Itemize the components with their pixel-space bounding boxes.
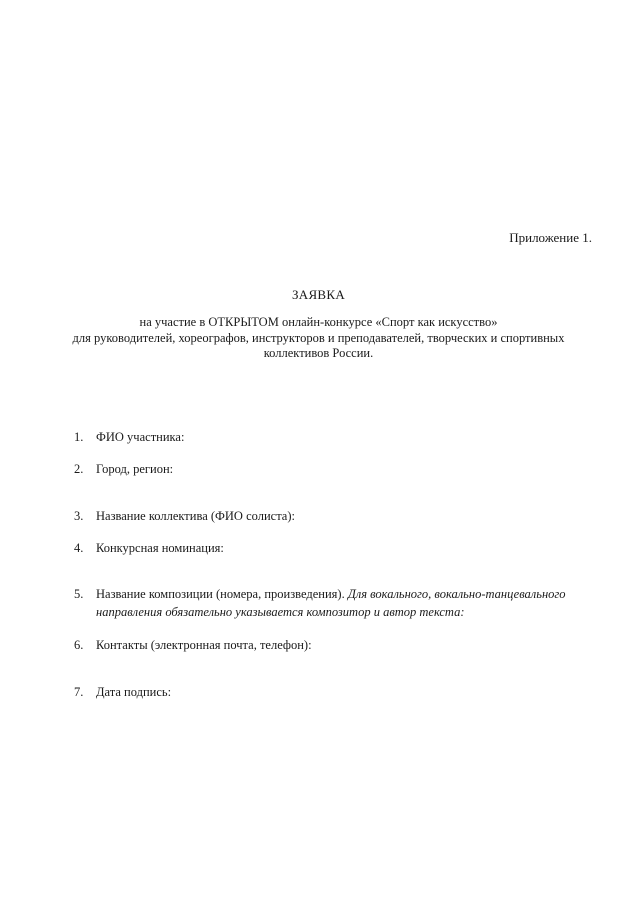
subtitle-line-3: коллективов России.	[263, 346, 374, 360]
item-number: 4.	[74, 541, 84, 555]
item-label-wrapper	[96, 585, 596, 621]
document-title: ЗАЯВКА	[291, 287, 346, 302]
appendix-label: Приложение 1.	[509, 230, 592, 245]
item-note: Для вокального, вокально-танцевального направления обязательно указывается композитор и автор текста:	[96, 587, 566, 619]
item-label: Город, регион:	[96, 462, 174, 476]
item-number: 3.	[74, 509, 84, 523]
item-label: Дата подпись:	[96, 685, 172, 699]
item-label: Название коллектива (ФИО солиста):	[96, 509, 295, 523]
item-number: 6.	[74, 638, 84, 652]
item-label: ФИО участника:	[96, 430, 185, 444]
item-label: Название композиции (номера, произведения).	[96, 587, 345, 601]
item-label: Контакты (электронная почта, телефон):	[96, 638, 312, 652]
subtitle-line-2: для руководителей, хореографов, инструкторов и преподавателей, творческих и спортивных	[72, 330, 565, 345]
item-label: Конкурсная номинация:	[96, 541, 224, 555]
subtitle-line-1: на участие в ОТКРЫТОМ онлайн-конкурсе «Спорт как искусство»	[139, 315, 498, 329]
item-number: 5.	[74, 587, 84, 601]
item-number: 7.	[74, 685, 84, 699]
item-number: 2.	[74, 462, 84, 476]
item-number: 1.	[74, 430, 84, 444]
